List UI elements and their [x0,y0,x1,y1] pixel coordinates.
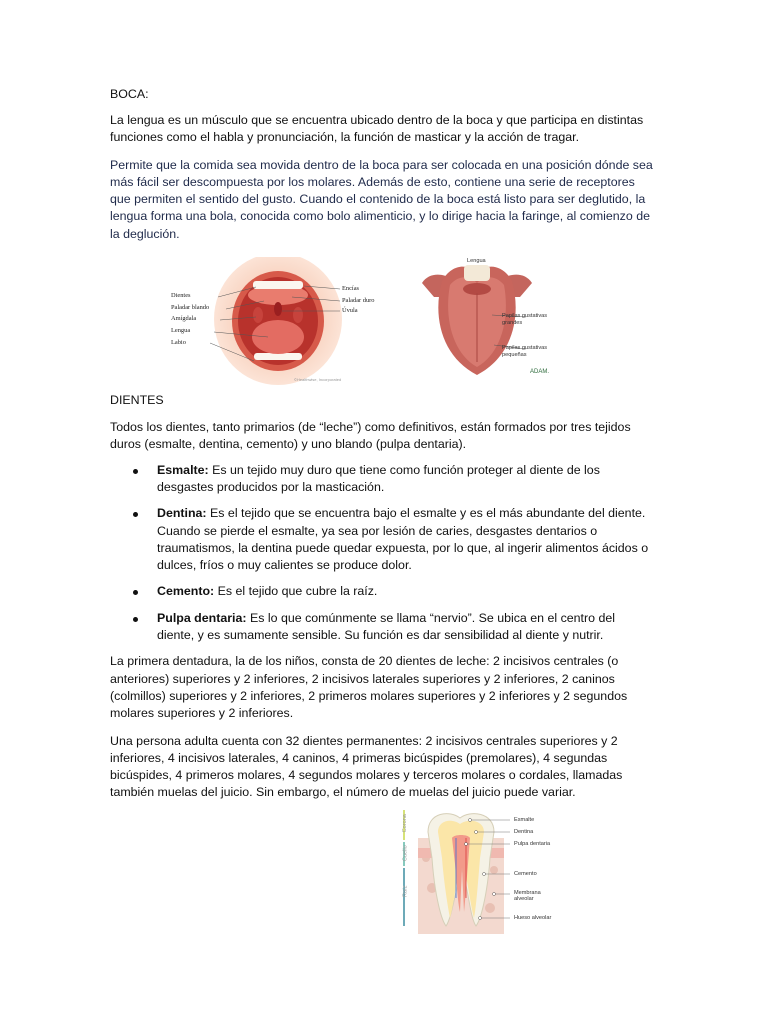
zone-raiz: Raíz [402,885,409,897]
label-labio: Labio [171,339,186,347]
tooth-figure-row [110,808,655,938]
document-page [110,86,655,938]
text-pulpa: Es lo que comúnmente se llama “nervio”. Se ubica en el centro del diente, y es sumamente sensible. Su función es dar sensibilidad al diente y nutrir. [157,610,615,643]
boca-paragraph-2: Permite que la comida sea movida dentro de la boca para ser colocada en una posición dónde sea más fácil ser descompuesta por los molares. Además de esto, contiene una serie de receptores que permiten el sentido del gusto. Cuando el contenido de la boca está listo para ser deglutido, la lengua forma una bola, conocida como bolo alimenticio, y lo dirige hacia la faringe, al comienzo de la deglución. [110,157,653,241]
tooth-label-pulpa: Pulpa dentaria [514,840,551,847]
label-papilas-grandes: Papilas gustativas grandes [502,313,548,326]
tissue-list [110,462,655,645]
list-item-esmalte [110,462,655,497]
paragraph-adult-teeth: Una persona adulta cuenta con 32 dientes permanentes: 2 incisivos centrales superiores y 2 inferiores, 4 incisivos laterales, 4 caninos, 4 primeras bicúspides (premolares), 4 segundas bicúspides, 4 primeros molares, 4 segundos molares y terceros molares o cordales, llamadas también muelas del juicio. Sin embargo, el número de muelas del juicio puede variar. [110,733,623,800]
mouth-illustration [168,257,384,387]
label-lengua: Lengua [171,327,191,335]
bullet-icon [133,469,138,474]
mouth-copyright: ©Healthwise, Incorporated [294,377,342,383]
list-item-cemento [110,583,655,600]
label-paladar-blando: Paladar blando [171,304,210,312]
paragraph-children-teeth: La primera dentadura, la de los niños, consta de 20 dientes de leche: 2 incisivos centrales (o anteriores) superiores y 2 inferiores, 2 incisivos laterales superiores y 2 inferiores, 2 caninos (colmillos) superiores y 2 inferiores, 2 primeros molares superiores y 2 inferiores y 2 segundos molares superiores y 2 inferiores. [110,654,628,721]
tooth-figure [398,808,568,934]
label-dientes: Dientes [171,292,191,300]
mouth-figure [168,257,384,387]
tongue-title: Lengua [467,258,486,265]
dientes-intro: Todos los dientes, tanto primarios (de “leche”) como definitivos, están formados por tres tejidos duros (esmalte, dentina, cemento) y uno blando (pulpa dentaria). [110,420,631,452]
label-papilas-pequenas: Papilas gustativas pequeñas [502,345,548,358]
tooth-label-hueso: Hueso alveolar [514,914,552,921]
term-cemento: Cemento: [157,584,215,599]
bullet-icon [133,512,138,517]
text-esmalte: Es un tejido muy duro que tiene como función proteger al diente de los desgastes producidos por la masticación. [157,462,600,494]
list-item-dentina [110,505,655,574]
section-heading-dientes: DIENTES [110,393,164,408]
zone-cuello: Cuello [402,845,409,861]
term-esmalte: Esmalte: [157,462,209,477]
label-amigdala: Amígdala [171,315,197,323]
zone-corona: Corona [401,813,408,833]
tooth-label-esmalte: Esmalte [514,816,535,823]
tooth-label-cemento: Cemento [514,870,537,877]
tooth-label-dentina: Dentina [514,828,534,835]
label-paladar-duro: Paladar duro [342,297,375,305]
tongue-figure [412,257,570,381]
list-item-pulpa [110,610,655,645]
boca-paragraph-1: La lengua es un músculo que se encuentra ubicado dentro de la boca y que participa en distintas funciones como el habla y pronunciación, la función de masticar y la acción de tragar. [110,113,644,145]
bullet-icon [133,590,138,595]
label-uvula: Úvula [342,307,358,315]
term-pulpa: Pulpa dentaria: [157,610,247,625]
text-cemento: Es el tejido que cubre la raíz. [214,584,378,599]
figure-row [110,257,655,392]
adam-logo: ADAM. [530,369,550,376]
text-dentina: Es el tejido que se encuentra bajo el esmalte y es el más abundante del diente. Cuando se pierde el esmalte, ya sea por lesión de caries, desgastes dentarios o traumatismos, la dentina puede quedar expuesta, por lo que, al ingerir alimentos ácidos o dulces, fríos o muy calientes se produce dolor. [157,506,649,573]
tooth-label-membrana: Membrana alveolar [514,889,541,903]
label-encias: Encías [342,285,360,293]
term-dentina: Dentina: [157,506,207,521]
bullet-icon [133,617,138,622]
section-heading-boca: BOCA: [110,87,149,101]
